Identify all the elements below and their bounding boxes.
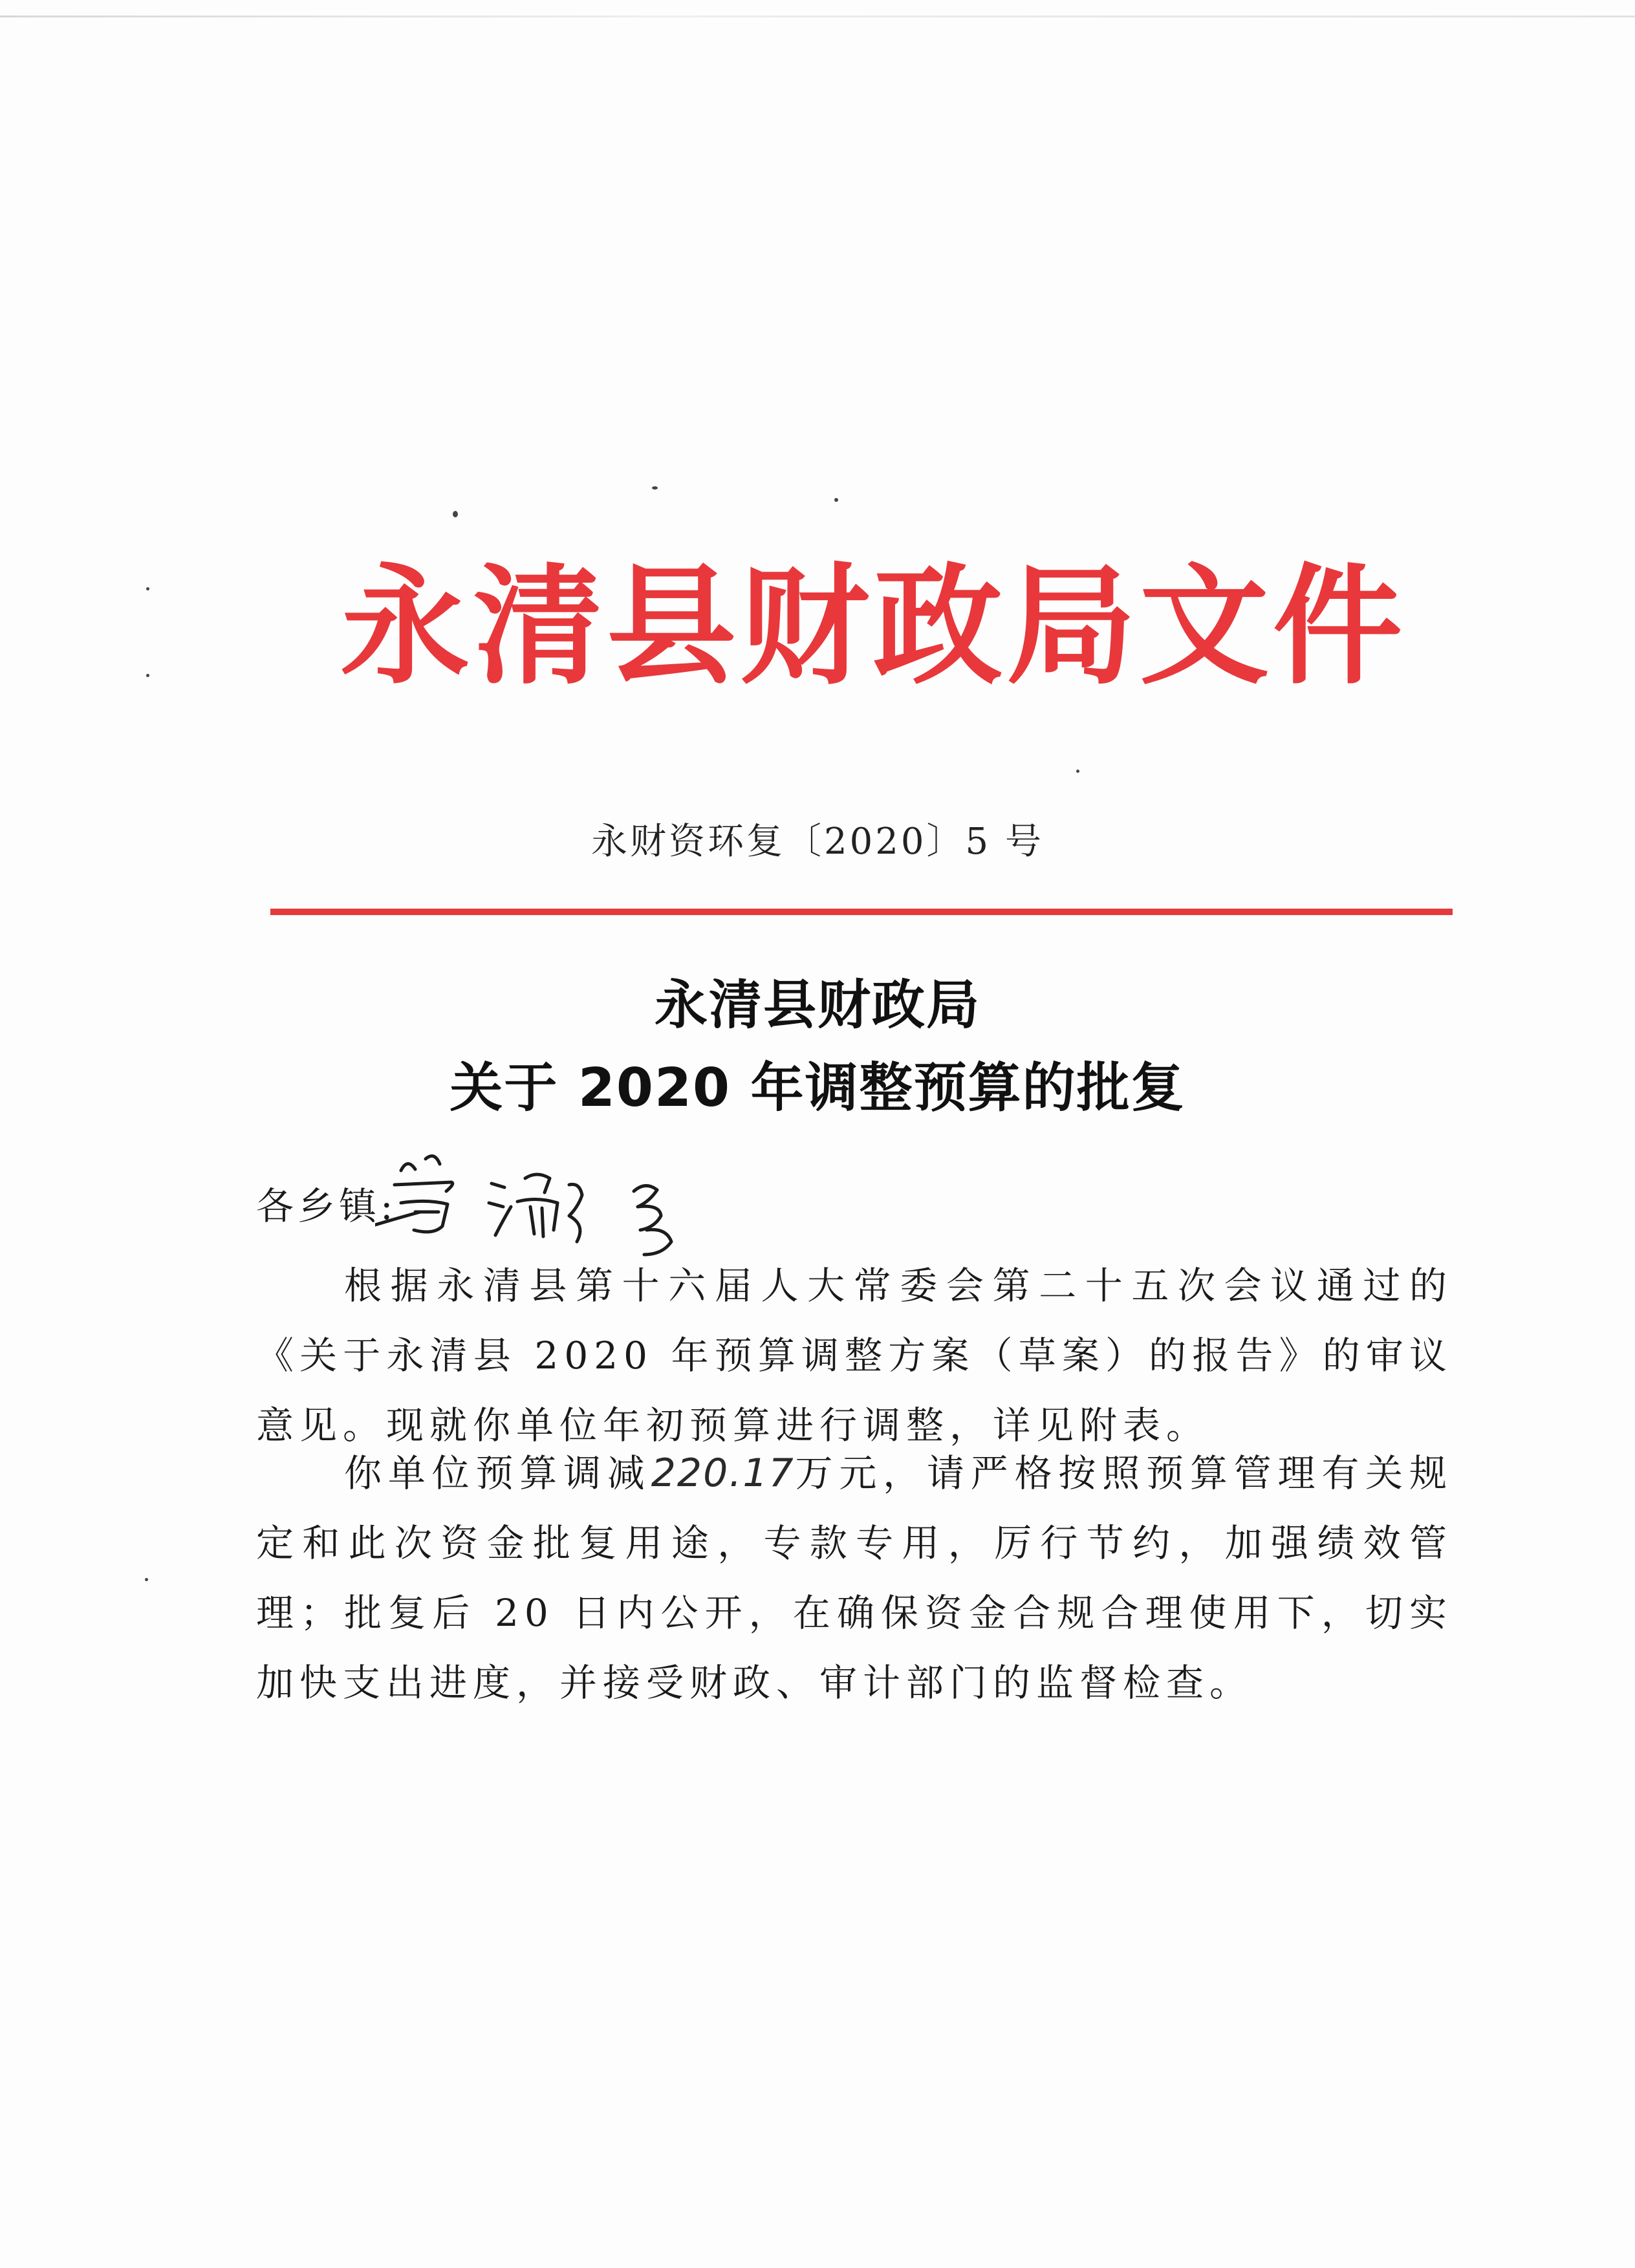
scan-speck: [145, 1578, 148, 1581]
handwritten-amount: 220.17: [651, 1451, 795, 1496]
document-header-title: 永清县财政局文件: [340, 552, 1406, 702]
salutation: 各乡镇:: [256, 1184, 397, 1228]
scan-speck: [146, 587, 149, 590]
scan-speck: [453, 511, 458, 517]
red-divider-rule: [270, 909, 1453, 915]
paragraph-2-lead: 你单位预算调减: [344, 1451, 651, 1495]
document-number: 永财资环复〔2020〕5 号: [591, 821, 1044, 863]
scan-speck: [146, 674, 149, 677]
reply-title-line-1: 永清县财政局: [654, 975, 980, 1036]
body-paragraph-2: [256, 1438, 1453, 1718]
scan-speck: [652, 486, 658, 490]
handwritten-signature: [375, 1145, 686, 1268]
scan-edge: [0, 16, 1635, 17]
body-paragraph-1: 根据永清县第十六届人大常委会第二十五次会议通过的《关于永清县 2020 年预算调整方案（草案）的报告》的审议意见。现就你单位年初预算进行调整，详见附表。: [256, 1264, 1453, 1447]
reply-title-line-2: 关于 2020 年调整预算的批复: [449, 1057, 1186, 1119]
scan-speck: [1076, 770, 1079, 773]
scan-speck: [834, 498, 838, 502]
paragraph-2-rest: 万元，请严格按照预算管理有关规定和此次资金批复用途，专款专用，厉行节约，加强绩效管理；批复后 20 日内公开，在确保资金合规合理使用下，切实加快支出进度，并接受财政、审计部门的监督检查。: [256, 1451, 1453, 1705]
